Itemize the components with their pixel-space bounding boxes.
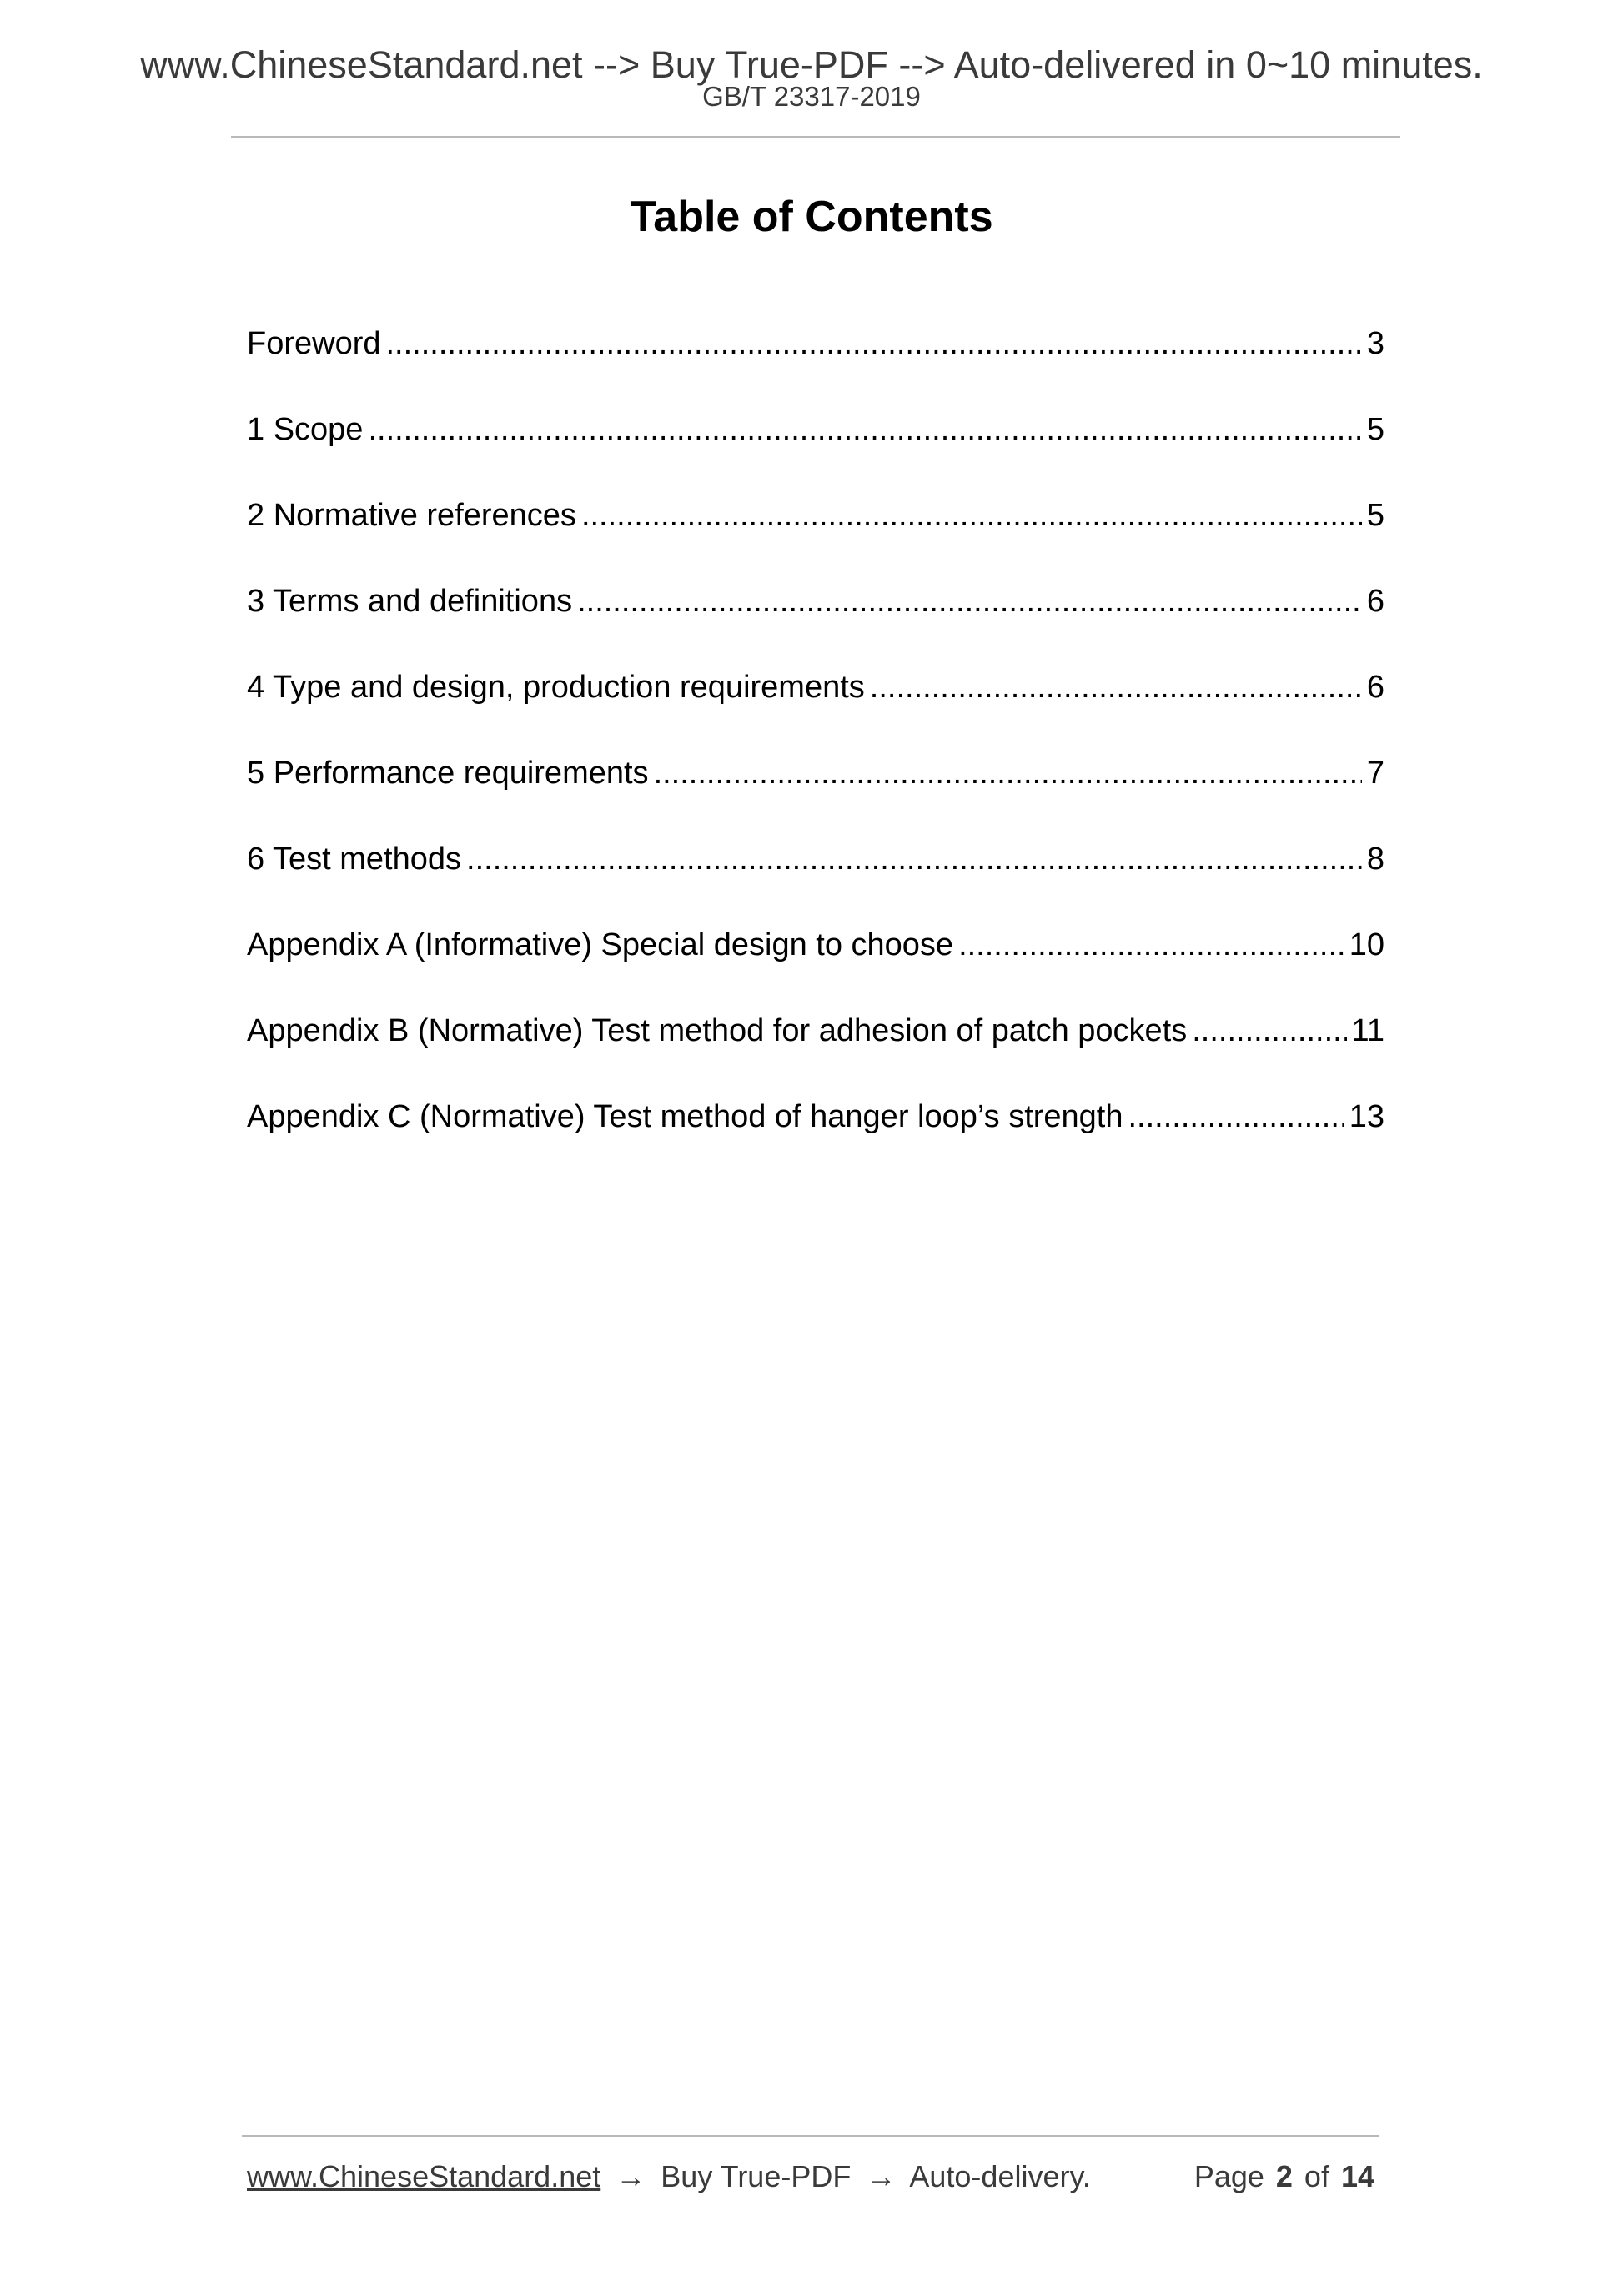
toc-entry-title: Appendix B (Normative) Test method for adhesion of patch pockets bbox=[247, 1013, 1188, 1048]
document-code: GB/T 23317-2019 bbox=[702, 81, 921, 112]
toc-leader-dots bbox=[1192, 1011, 1346, 1051]
toc-entry-performance[interactable] bbox=[247, 753, 1384, 839]
current-page-number: 2 bbox=[1275, 2159, 1293, 2193]
toc-leader-dots bbox=[958, 925, 1344, 965]
toc-leader-dots bbox=[466, 839, 1362, 879]
toc-entry-title: 5 Performance requirements bbox=[247, 756, 649, 791]
toc-entry-page: 7 bbox=[1366, 756, 1384, 791]
toc-entry-normative-references[interactable] bbox=[247, 495, 1384, 581]
toc-leader-dots bbox=[577, 581, 1362, 621]
toc-leader-dots bbox=[654, 753, 1362, 793]
toc-entry-page: 10 bbox=[1349, 927, 1384, 962]
page-indicator bbox=[1194, 2157, 1374, 2197]
toc-entry-appendix-c[interactable] bbox=[247, 1097, 1384, 1183]
page-of-label: of bbox=[1304, 2159, 1329, 2193]
toc-title: Table of Contents bbox=[630, 193, 993, 241]
toc-leader-dots bbox=[368, 409, 1361, 450]
toc-entry-page: 5 bbox=[1366, 498, 1384, 533]
toc-entry-page: 6 bbox=[1366, 584, 1384, 619]
toc-leader-dots bbox=[581, 495, 1362, 535]
footer-site-link[interactable]: www.ChineseStandard.net bbox=[247, 2159, 601, 2193]
toc-entry-page: 13 bbox=[1349, 1099, 1384, 1134]
footer-left bbox=[247, 2157, 1091, 2197]
arrow-right-icon: → bbox=[866, 2159, 897, 2193]
toc-entry-appendix-a[interactable] bbox=[247, 925, 1384, 1011]
page-banner: www.ChineseStandard.net --> Buy True-PDF --> Auto-delivered in 0~10 minutes. bbox=[140, 43, 1483, 86]
header-rule bbox=[231, 136, 1400, 138]
toc-leader-dots bbox=[386, 324, 1362, 364]
toc-entry-page: 8 bbox=[1366, 842, 1384, 877]
toc-list bbox=[247, 324, 1384, 1183]
page-label: Page bbox=[1193, 2159, 1264, 2193]
toc-entry-test-methods[interactable] bbox=[247, 839, 1384, 925]
toc-entry-title: 4 Type and design, production requirements bbox=[247, 670, 865, 705]
toc-entry-page: 3 bbox=[1366, 326, 1384, 361]
total-page-count: 14 bbox=[1340, 2159, 1374, 2193]
toc-leader-dots bbox=[870, 667, 1362, 707]
toc-entry-page: 6 bbox=[1366, 670, 1384, 705]
toc-entry-title: 1 Scope bbox=[247, 412, 364, 447]
toc-entry-terms-definitions[interactable] bbox=[247, 581, 1384, 667]
toc-leader-dots bbox=[1128, 1097, 1344, 1137]
toc-entry-page: 5 bbox=[1366, 412, 1384, 447]
toc-entry-foreword[interactable] bbox=[247, 324, 1384, 409]
footer-rule bbox=[242, 2135, 1379, 2137]
page-footer bbox=[247, 2157, 1374, 2197]
toc-entry-page: 11 bbox=[1351, 1013, 1384, 1048]
toc-entry-title: Appendix C (Normative) Test method of hanger loop’s strength bbox=[247, 1099, 1123, 1134]
toc-entry-type-design[interactable] bbox=[247, 667, 1384, 753]
arrow-right-icon: → bbox=[616, 2159, 646, 2193]
footer-buy-text: Buy True-PDF bbox=[661, 2159, 852, 2193]
footer-delivery-text: Auto-delivery. bbox=[909, 2159, 1091, 2193]
toc-entry-title: Foreword bbox=[247, 326, 381, 361]
toc-entry-scope[interactable] bbox=[247, 409, 1384, 495]
toc-entry-title: 6 Test methods bbox=[247, 842, 462, 877]
toc-entry-appendix-b[interactable] bbox=[247, 1011, 1384, 1097]
toc-entry-title: Appendix A (Informative) Special design to choose bbox=[247, 927, 954, 962]
toc-entry-title: 3 Terms and definitions bbox=[247, 584, 573, 619]
toc-entry-title: 2 Normative references bbox=[247, 498, 576, 533]
